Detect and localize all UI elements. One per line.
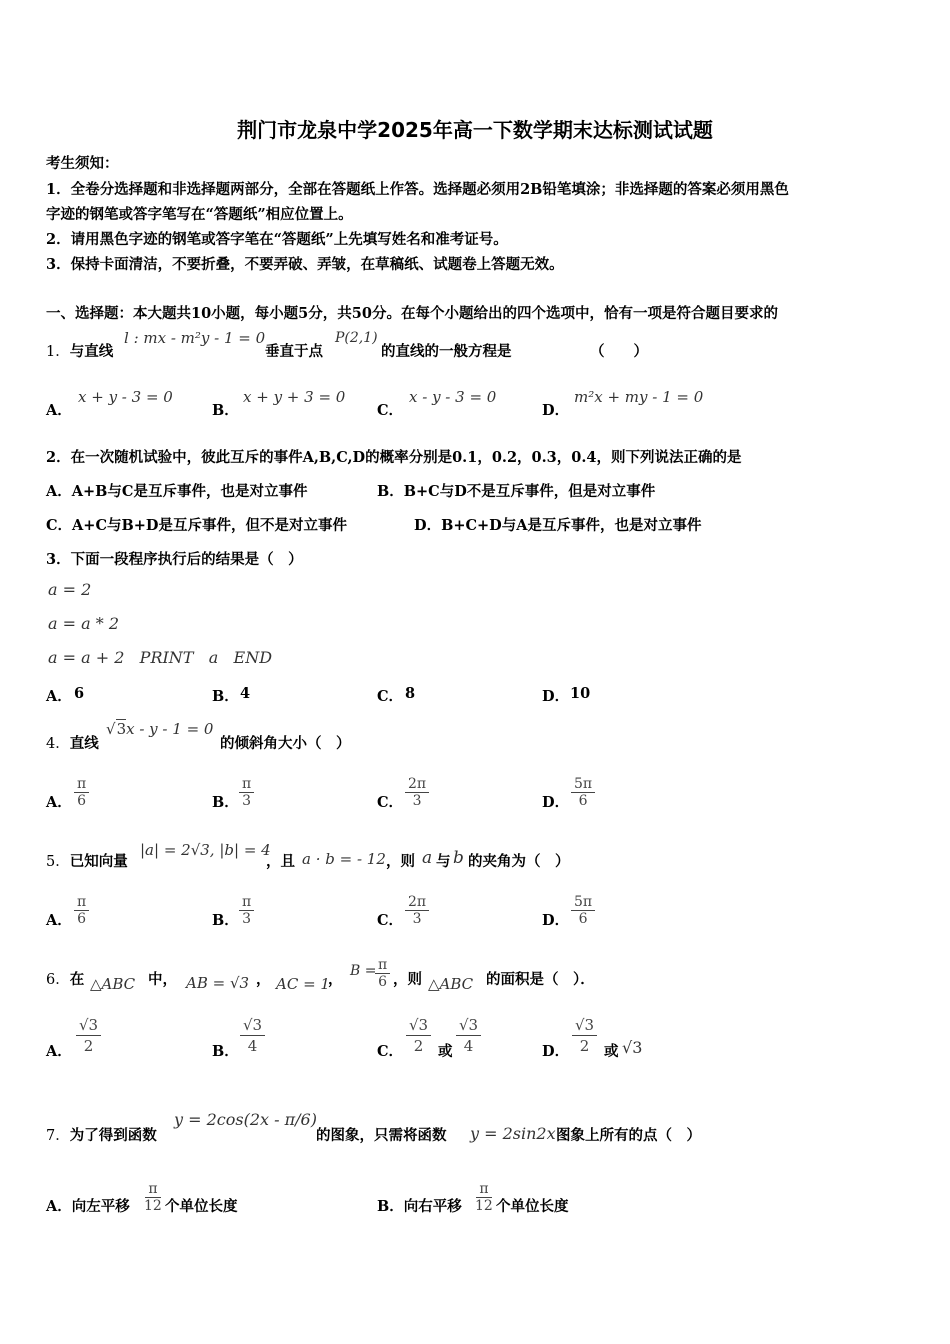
q5-option-a-label: A．: [46, 912, 72, 929]
frac-num: 5π: [571, 894, 595, 911]
q4-expr: x - y - 1 = 0: [126, 720, 214, 738]
q1-option-a-label: A．: [46, 402, 72, 419]
q6-option-d-label: D．: [542, 1043, 570, 1060]
question-1: [46, 340, 113, 361]
q6-pre: 在: [69, 971, 85, 988]
q6-b-fraction: [375, 957, 390, 990]
q4-option-b: [239, 776, 254, 809]
frac-num: 2π: [405, 776, 429, 793]
q1-option-c: x - y - 3 = 0: [409, 388, 497, 406]
q2-option-c: C．A+C与B+D是互斥事件，但不是对立事件: [46, 517, 347, 534]
frac-num: π: [145, 1181, 160, 1198]
frac-num: π: [375, 957, 390, 974]
q4-pre: 直线: [69, 735, 99, 752]
q1-option-c-label: C．: [377, 402, 404, 419]
frac-num: √3: [240, 1015, 265, 1036]
q3-code-line-3: a = a + 2 PRINT a END: [48, 648, 273, 667]
q3-option-c-label: C．: [377, 688, 404, 705]
q5-option-a: [74, 894, 89, 927]
q2-option-b: B．B+C与D不是互斥事件，但是对立事件: [377, 483, 656, 500]
q4-option-a-label: A．: [46, 794, 72, 811]
q7-option-a-text: A．向左平移: [46, 1198, 130, 1215]
frac-num: 2π: [405, 894, 429, 911]
q5-vector-b: b: [453, 848, 464, 868]
q7-option-b-text: B．向右平移: [377, 1198, 462, 1215]
q3-code-line-2: a = a * 2: [48, 614, 120, 633]
q6-post: 的面积是（ ）．: [486, 971, 595, 988]
q6-ab: AB = √3: [186, 974, 250, 992]
q1-answer-paren: （ ）: [590, 343, 648, 360]
frac-num: π: [74, 776, 89, 793]
q5-option-d: [571, 894, 595, 927]
q7-option-a-frac: [141, 1181, 165, 1214]
q4-number: 4．: [46, 736, 70, 752]
q5-option-d-label: D．: [542, 912, 570, 929]
notice-heading: 考生须知：: [46, 155, 119, 172]
q6-option-c-frac-1: [406, 1015, 431, 1056]
q6-number: 6．: [46, 972, 70, 988]
q7-post: 图象上所有的点（ ）: [556, 1127, 701, 1144]
q1-number: 1．: [46, 344, 70, 360]
section-heading: 一、选择题：本大题共10小题，每小题5分，共50分。在每个小题给出的四个选项中，恰有一项是符合题目要求的: [46, 305, 778, 322]
q6-ac: AC = 1: [276, 975, 330, 993]
frac-den: 2: [83, 1037, 94, 1055]
frac-den: 4: [463, 1037, 474, 1055]
notice-line-1: 1．全卷分选择题和非选择题两部分，全部在答题纸上作答。选择题必须用2B铅笔填涂；非选择题的答案必须用黑色: [46, 181, 789, 198]
frac-den: 3: [412, 911, 422, 927]
q1-option-d: m²x + my - 1 = 0: [574, 388, 704, 406]
q3-option-d: 10: [570, 685, 591, 702]
q1-line-equation: l : mx - m²y - 1 = 0: [124, 329, 266, 347]
question-6: [46, 968, 84, 989]
frac-den: 6: [578, 911, 588, 927]
q7-function-2: y = 2sin2x: [470, 1124, 556, 1143]
q1-mid: 垂直于点: [265, 343, 323, 360]
q1-pre: 与直线: [69, 343, 114, 360]
notice-line-3: 2．请用黑色字迹的钢笔或答字笔在“答题纸”上先填写姓名和准考证号。: [46, 231, 508, 248]
q4-option-b-label: B．: [212, 794, 239, 811]
q1-post: 的直线的一般方程是: [381, 343, 512, 360]
question-4: [46, 732, 99, 753]
q1-option-b: x + y + 3 = 0: [243, 388, 346, 406]
q3-option-a-label: A．: [46, 688, 72, 705]
frac-den: 2: [413, 1037, 424, 1055]
q3-option-c: 8: [405, 685, 416, 702]
notice-line-2: 字迹的钢笔或答字笔写在“答题纸”相应位置上。: [46, 206, 353, 223]
q1-option-b-label: B．: [212, 402, 239, 419]
frac-den: 12: [475, 1198, 493, 1214]
q5-option-b: [239, 894, 254, 927]
q7-pre: 为了得到函数: [69, 1127, 157, 1144]
frac-num: π: [239, 894, 254, 911]
q5-vector-a: a: [422, 848, 433, 868]
frac-num: √3: [456, 1015, 481, 1036]
q3-option-d-label: D．: [542, 688, 570, 705]
q6-b-angle: B =: [350, 963, 377, 979]
frac-num: π: [239, 776, 254, 793]
q4-option-d-label: D．: [542, 794, 570, 811]
q7-function-1: y = 2cos(2x - π/6): [174, 1110, 317, 1129]
q5-mid-2: ，则: [386, 853, 415, 870]
frac-den: 2: [579, 1037, 590, 1055]
frac-num: π: [476, 1181, 491, 1198]
q6-mid-2: ，则: [393, 971, 422, 988]
q5-dot-product: a · b = - 12: [302, 850, 386, 868]
q1-option-a: x + y - 3 = 0: [78, 388, 173, 406]
q4-post: 的倾斜角大小（ ）: [220, 735, 351, 752]
frac-den: 12: [144, 1198, 162, 1214]
question-3: 3．下面一段程序执行后的结果是（ ）: [46, 551, 303, 568]
frac-num: π: [74, 894, 89, 911]
frac-num: √3: [406, 1015, 431, 1036]
q5-mid-1: ，且: [266, 853, 295, 870]
q5-number: 5．: [46, 854, 70, 870]
q6-triangle: △ABC: [90, 975, 136, 993]
q3-code-line-1: a = 2: [48, 580, 92, 599]
question-7: [46, 1124, 157, 1145]
frac-den: 3: [242, 911, 252, 927]
frac-den: 6: [77, 911, 87, 927]
frac-den: 6: [578, 793, 588, 809]
sqrt-sign: √: [106, 720, 116, 738]
q6-option-b: [240, 1015, 265, 1056]
q5-pre: 已知向量: [69, 853, 128, 870]
q6-option-b-label: B．: [212, 1043, 239, 1060]
q5-option-c: [405, 894, 429, 927]
q5-option-b-label: B．: [212, 912, 239, 929]
q6-comma-2: ，: [328, 971, 343, 988]
q3-option-b-label: B．: [212, 688, 239, 705]
q4-equation: [106, 720, 213, 738]
q2-option-d: D．B+C+D与A是互斥事件，也是对立事件: [414, 517, 702, 534]
q5-post: 的夹角为（ ）: [468, 853, 570, 870]
q6-option-c-or: 或: [438, 1043, 453, 1060]
q5-option-c-label: C．: [377, 912, 404, 929]
q4-root: 3: [116, 720, 127, 738]
q7-option-a-unit: 个单位长度: [165, 1198, 238, 1215]
q6-option-d-or: 或: [604, 1043, 619, 1060]
q1-option-d-label: D．: [542, 402, 570, 419]
q6-option-c-frac-2: [456, 1015, 481, 1056]
frac-den: 3: [412, 793, 422, 809]
frac-den: 6: [77, 793, 87, 809]
q6-option-c-label: C．: [377, 1043, 404, 1060]
q5-condition: |a| = 2√3, |b| = 4: [140, 841, 271, 859]
q6-triangle-2: △ABC: [428, 975, 474, 993]
q6-option-d-sqrt: √3: [622, 1038, 643, 1057]
q7-option-b-frac: [472, 1181, 496, 1214]
q6-option-d-frac: [572, 1015, 597, 1056]
frac-num: 5π: [571, 776, 595, 793]
question-2: 2．在一次随机试验中，彼此互斥的事件A,B,C,D的概率分别是0.1，0.2，0.3，0.4，则下列说法正确的是: [46, 449, 742, 466]
q6-option-a: [76, 1015, 101, 1056]
q5-with: 与: [436, 853, 451, 870]
q3-option-b: 4: [240, 685, 251, 702]
q4-option-d: [571, 776, 595, 809]
notice-line-4: 3．保持卡面清洁，不要折叠，不要弄破、弄皱，在草稿纸、试题卷上答题无效。: [46, 256, 564, 273]
q6-mid-1: 中，: [148, 971, 177, 988]
question-5: [46, 850, 128, 871]
q7-number: 7．: [46, 1128, 70, 1144]
q2-option-a: A．A+B与C是互斥事件，也是对立事件: [46, 483, 308, 500]
frac-num: √3: [76, 1015, 101, 1036]
q4-option-a: [74, 776, 89, 809]
q4-option-c-label: C．: [377, 794, 404, 811]
frac-den: 3: [242, 793, 252, 809]
q4-option-c: [405, 776, 429, 809]
page-title: 荆门市龙泉中学2025年高一下数学期末达标测试试题: [237, 118, 713, 142]
q6-option-a-label: A．: [46, 1043, 72, 1060]
frac-num: √3: [572, 1015, 597, 1036]
q7-option-b-unit: 个单位长度: [496, 1198, 569, 1215]
q3-option-a: 6: [74, 685, 85, 702]
q1-point: P(2,1): [335, 330, 378, 346]
q6-comma-1: ，: [256, 971, 271, 988]
frac-den: 4: [247, 1037, 258, 1055]
frac-den: 6: [378, 974, 388, 990]
q7-mid: 的图象，只需将函数: [316, 1127, 447, 1144]
